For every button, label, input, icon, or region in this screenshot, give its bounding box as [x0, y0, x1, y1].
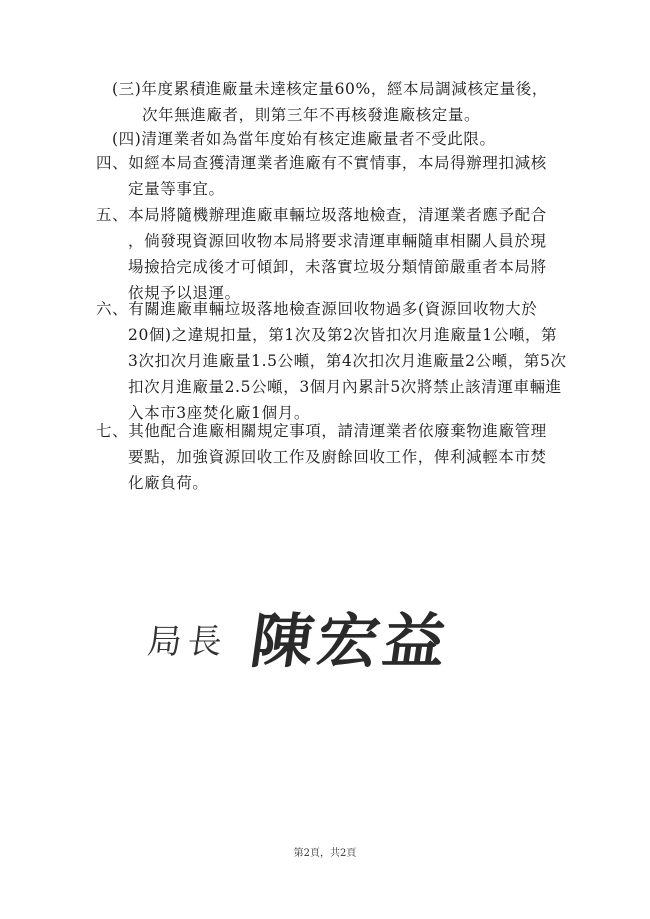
item-line: 六、有關進廠車輛垃圾落地檢查源回收物過多(資源回收物大於 [96, 300, 538, 318]
item-line: ，倘發現資源回收物本局將要求清運車輛隨車相關人員於現 [128, 232, 547, 250]
item-line: 入本市3座焚化廠1個月。 [128, 404, 310, 422]
item-3-4 [112, 126, 590, 152]
item-line: 3次扣次月進廠量1.5公噸，第4次扣次月進廠量2公噸，第5次 [128, 352, 567, 370]
signature-title: 局長 [145, 622, 230, 662]
item-6 [96, 296, 596, 426]
item-line: 20個)之違規扣量，第1次及第2次皆扣次月進廠量1公噸，第 [128, 326, 558, 344]
item-line: 場撿拾完成後才可傾卸，未落實垃圾分類情節嚴重者本局將 [128, 258, 547, 276]
item-line: 七、其他配合進廠相關規定事項，請清運業者依廢棄物進廠管理 [96, 422, 547, 440]
item-3-3 [112, 76, 590, 128]
item-line: 扣次月進廠量2.5公噸，3個月內累計5次將禁止該清運車輛進 [128, 378, 562, 396]
signature-name: 陳宏益 [246, 606, 455, 676]
item-line: (三)年度累積進廠量未達核定量60%，經本局調減核定量後， [112, 80, 548, 98]
item-7 [96, 418, 596, 496]
item-line: 五、本局將隨機辦理進廠車輛垃圾落地檢查，清運業者應予配合 [96, 206, 547, 224]
signature-seal [145, 588, 488, 676]
item-line: 定量等事宜。 [128, 180, 225, 198]
item-line: 依規予以退運。 [128, 284, 241, 302]
item-line: 次年無進廠者，則第三年不再核發進廠核定量。 [142, 106, 481, 124]
item-line: (四)清運業者如為當年度始有核定進廠量者不受此限。 [112, 130, 496, 148]
item-4 [96, 150, 596, 202]
page-number: 第2頁，共2頁 [293, 848, 357, 859]
item-line: 要點，加強資源回收工作及廚餘回收工作，俾利減輕本市焚 [128, 448, 547, 466]
item-line: 四、如經本局查獲清運業者進廠有不實情事，本局得辦理扣減核 [96, 154, 547, 172]
item-line: 化廠負荷。 [128, 474, 209, 492]
item-5 [96, 202, 596, 306]
